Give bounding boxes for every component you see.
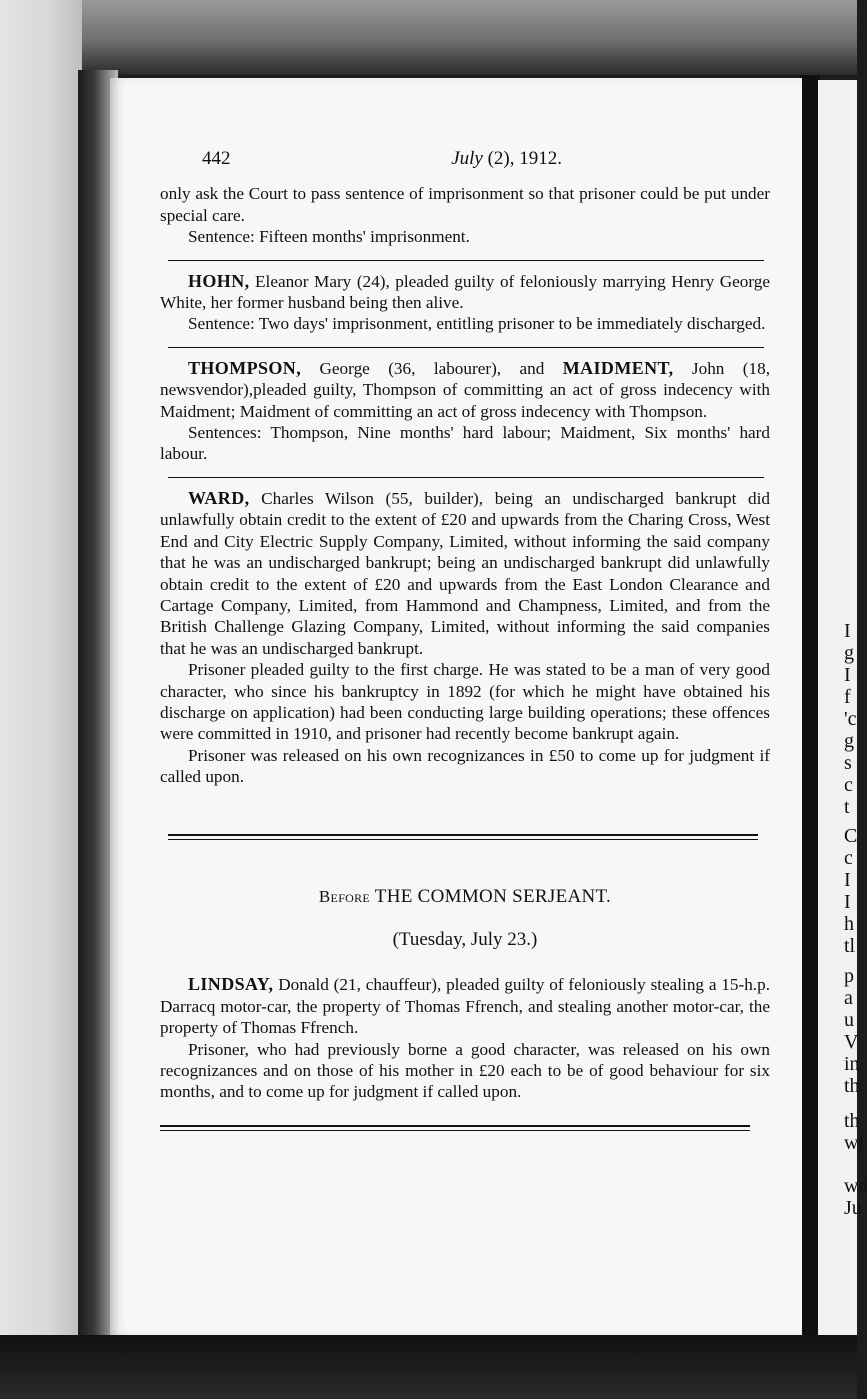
defendant-name: THOMPSON, xyxy=(188,357,302,378)
next-page-fragment: I xyxy=(844,620,851,642)
next-page-fragment: p xyxy=(844,965,854,987)
case-hohn xyxy=(160,271,770,314)
running-title-month: July xyxy=(451,148,483,169)
section-heading-title: THE COMMON SERJEANT. xyxy=(370,885,612,907)
next-page-fragment: g xyxy=(844,730,854,752)
defendant-name: LINDSAY, xyxy=(188,974,274,995)
next-page-fragment: in xyxy=(844,1053,860,1075)
case-text: Charles Wilson (55, builder), being an undischarged bankrupt did unlawfully obtain credit to the extent of £20 and upwards from the Charing Cross, West End and City Electric Supply Company, Limited, without informing the said company that he was an undischarged bankrupt; being an undischarged bankrupt did unlawfully obtain credit to the extent of £20 and upwards from the East London Clearance and Cartage Company, Limited, from Hammond and Champness, Limited, and from the British Challenge Glazing Company, Limited, without informing the said companies that he was an undischarged bankrupt. xyxy=(160,488,770,658)
next-page-fragment: wi xyxy=(844,1132,864,1154)
case-paragraph: Prisoner pleaded guilty to the first charge. He was stated to be a man of very good character, who since his bankruptcy in 1892 (for which he might have obtained his discharge on application) had been conducting large building operations; these offences were committed in 1910, and prisoner had recently become bankrupt again. xyxy=(160,660,770,744)
running-header xyxy=(160,148,562,169)
scanner-top-band xyxy=(0,0,857,75)
next-page-fragment: I xyxy=(844,891,851,913)
next-page-fragment: 'c xyxy=(844,708,857,730)
next-page-fragment: u xyxy=(844,1009,854,1031)
next-page-fragment: C xyxy=(844,825,858,847)
book-right-shadow xyxy=(800,75,820,1345)
running-title-date: (2), 1912. xyxy=(487,148,562,169)
case-text: Donald (21, chauffeur), pleaded guilty of feloniously stealing a 15-h.p. Darracq motor-car, the property of Thomas Ffrench, and stealing another motor-car, the property of Thomas Ffrench. xyxy=(160,975,770,1038)
defendant-name: WARD, xyxy=(188,487,250,508)
document-page xyxy=(110,78,802,1335)
end-divider xyxy=(160,1125,750,1131)
next-page-fragment: c xyxy=(844,774,853,796)
next-page-fragment: s xyxy=(844,752,852,774)
next-page-fragment: wa xyxy=(844,1175,867,1197)
case-divider xyxy=(168,477,764,478)
next-page-fragment: h xyxy=(844,913,854,935)
section-divider xyxy=(168,834,758,840)
next-page-fragment: f xyxy=(844,686,851,708)
next-page-fragment: th xyxy=(844,1075,860,1097)
continuation-sentence: Sentence: Fifteen months' imprisonment. xyxy=(188,227,470,247)
case-paragraph: Prisoner, who had previously borne a good character, was released on his own recognizances and on those of his mother in £20 each to be of good behaviour for six months, and to come up for judgment if called upon. xyxy=(160,1039,770,1102)
section-heading-before: Before xyxy=(318,886,371,906)
scanner-bottom-band xyxy=(0,1335,857,1399)
page-number: 442 xyxy=(202,148,231,169)
next-page-fragment: V xyxy=(844,1031,859,1053)
continuation-text: only ask the Court to pass sentence of imprisonment so that prisoner could be put under special care. xyxy=(160,184,770,225)
next-page-fragment: I xyxy=(844,869,851,891)
case-divider xyxy=(168,347,764,348)
case-sentence: Sentences: Thompson, Nine months' hard labour; Maidment, Six months' hard labour. xyxy=(160,423,770,464)
facing-page-left-edge xyxy=(0,0,82,1399)
case-lindsay xyxy=(160,974,770,1038)
defendant-name: MAIDMENT, xyxy=(562,357,674,378)
next-page-fragment: t xyxy=(844,796,850,818)
running-title xyxy=(451,148,562,169)
next-page-fragment: c xyxy=(844,847,853,869)
section-heading xyxy=(160,886,770,907)
next-page-fragment: a xyxy=(844,987,853,1009)
next-page-fragment: th xyxy=(844,1110,860,1132)
case-divider xyxy=(168,260,764,261)
next-page-fragment: g xyxy=(844,642,854,664)
case-text: George (36, labourer), and xyxy=(301,358,563,378)
facing-page-right xyxy=(818,80,867,1340)
case-text: Eleanor Mary (24), pleaded guilty of feloniously marrying Henry George White, her former husband being then alive. xyxy=(160,271,770,313)
section-date: (Tuesday, July 23.) xyxy=(392,928,538,950)
case-sentence: Sentence: Two days' imprisonment, entitling prisoner to be immediately discharged. xyxy=(188,314,766,334)
case-text: John (18, newsvendor),pleaded guilty, Thompson of committing an act of gross indecency with Maidment; Maidment of committing an act of gross indecency with Thompson. xyxy=(160,358,770,421)
next-page-fragment: I xyxy=(844,664,851,686)
case-thompson-maidment xyxy=(160,358,770,422)
page-content xyxy=(160,148,770,1131)
case-ward xyxy=(160,488,770,659)
next-page-fragment: tl xyxy=(844,935,856,957)
defendant-name: HOHN, xyxy=(188,270,250,291)
next-page-fragment: Ju xyxy=(844,1197,862,1219)
case-paragraph: Prisoner was released on his own recognizances in £50 to come up for judgment if called upon. xyxy=(160,745,770,787)
